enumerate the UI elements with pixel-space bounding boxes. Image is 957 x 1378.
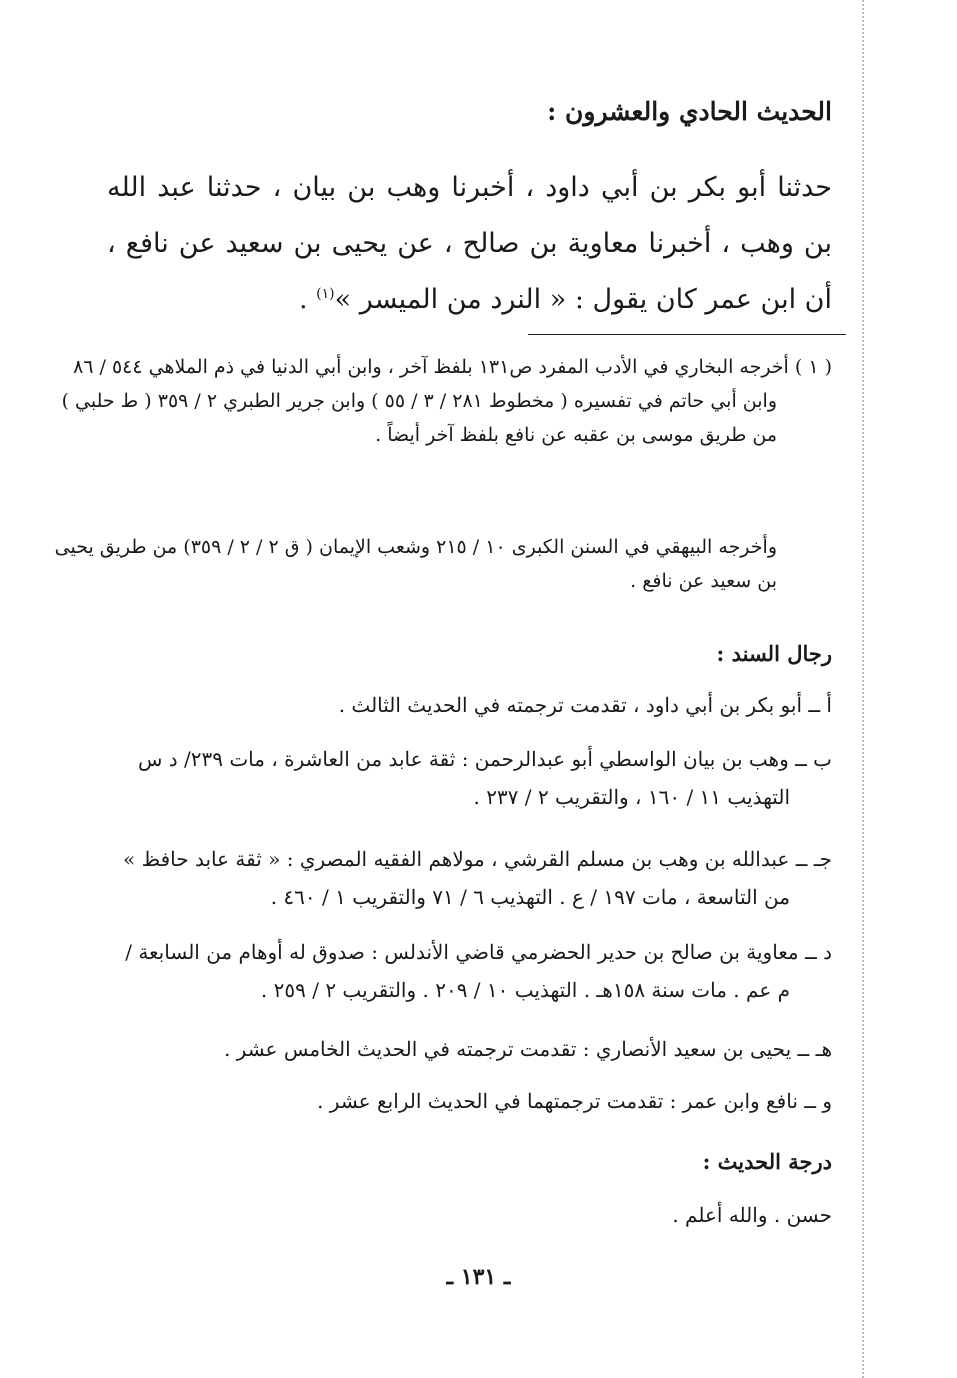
narrator-text: وهب بن بيان الواسطي أبو عبدالرحمن : ثقة عابد من العاشرة ، مات ٢٣٩/ د س التهذيب ١١ / ١٦٠ ، والتقريب ٢ / ٢٣٧ . — [137, 747, 790, 809]
footnote-1-continuation — [52, 530, 832, 598]
narrator-label: جـ ــ — [795, 847, 832, 871]
narrator-label: أ ــ — [808, 693, 832, 717]
hadith-end-mark: . — [298, 284, 317, 315]
narrator-text: يحيى بن سعيد الأنصاري : تقدمت ترجمته في الحديث الخامس عشر . — [223, 1037, 792, 1061]
narrator-label: هـ ــ — [797, 1037, 832, 1061]
narrator-entry — [107, 933, 832, 1009]
footnote-reference[interactable]: (١) — [316, 286, 335, 302]
page-binding-edge — [862, 0, 864, 1378]
narrator-entry — [107, 840, 832, 916]
hadith-heading: الحديث الحادي والعشرون : — [547, 97, 832, 126]
narrator-label: ب ــ — [795, 747, 832, 771]
narrator-text: أبو بكر بن أبي داود ، تقدمت ترجمته في الحديث الثالث . — [338, 693, 802, 717]
narrator-entry — [107, 740, 832, 816]
footnote-separator-line — [528, 334, 846, 335]
narrator-text: نافع وابن عمر : تقدمت ترجمتهما في الحديث الرابع عشر . — [317, 1089, 798, 1113]
page-number: ـ ١٣١ ـ — [446, 1264, 511, 1290]
hadith-grade-text: حسن . والله أعلم . — [672, 1203, 832, 1227]
narrator-label: د ــ — [805, 940, 832, 964]
narrator-text: عبدالله بن وهب بن مسلم القرشي ، مولاهم الفقيه المصري : « ثقة عابد حافظ » من التاسعة ، مات ١٩٧ / ع . التهذيب ٦ / ٧١ والتقريب ١ / ٤٦٠ . — [123, 847, 790, 909]
rijal-heading: رجال السند : — [716, 641, 832, 666]
footnote-2-text: وأخرجه البيهقي في السنن الكبرى ١٠ / ٢١٥ وشعب الإيمان ( ق ٢ / ٢ / ٣٥٩) من طريق يحيى بن سعيد عن نافع . — [54, 536, 777, 592]
narrator-text: معاوية بن صالح بن حدير الحضرمي قاضي الأندلس : صدوق له أوهام من السابعة / م عم . مات سنة ١٥٨هـ . التهذيب ١٠ / ٢٠٩ . والتقريب ٢ / ٢٥٩ . — [125, 940, 799, 1002]
footnote-1 — [52, 350, 832, 452]
footnote-1-text: أخرجه البخاري في الأدب المفرد ص١٣١ بلفظ آخر ، وابن أبي الدنيا في ذم الملاهي ٥٤٤ / ٨٦ وابن أبي حاتم في تفسيره ( مخطوط ٢٨١ / ٣ / ٥٥ ) وابن جرير الطبري ٢ / ٣٥٩ ( ط حلبي ) من طريق موسى بن عقبه عن نافع بلفظ آخر أيضاً . — [61, 356, 789, 446]
hadith-grade-heading: درجة الحديث : — [702, 1149, 832, 1174]
hadith-body: حدثنا أبو بكر بن أبي داود ، أخبرنا وهب بن بيان ، حدثنا عبد الله بن وهب ، أخبرنا معاوية بن صالح ، عن يحيى بن سعيد عن نافع ، أن ابن عمر كان يقول : « النرد من الميسر » — [107, 172, 832, 315]
narrator-entry — [107, 686, 832, 724]
footnote-1-marker: ( ١ ) — [794, 356, 832, 378]
narrator-entry — [107, 1082, 832, 1120]
hadith-text — [107, 160, 832, 328]
narrator-entry — [107, 1030, 832, 1068]
narrator-label: و ــ — [804, 1089, 832, 1113]
